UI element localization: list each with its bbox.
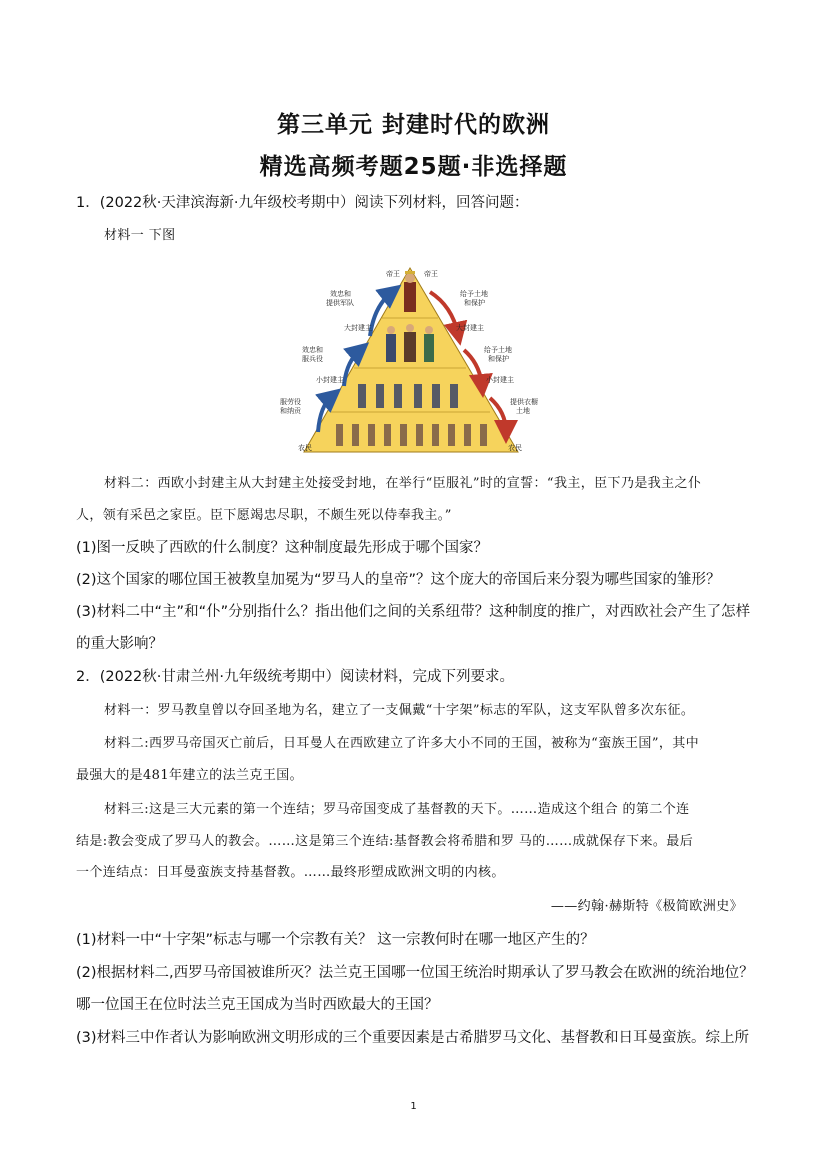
label-peasant-right: 农民 <box>508 444 522 452</box>
label-up2-b: 服兵役 <box>302 355 323 363</box>
label-small-left: 小封建主 <box>316 376 344 384</box>
label-down3-b: 土地 <box>516 407 530 415</box>
q1-subquestion-2: (2)这个国家的哪位国王被教皇加冕为“罗马人的皇帝”？这个庞大的帝国后来分裂为哪些国家的雏形？ <box>76 572 721 588</box>
label-up2-a: 效忠和 <box>302 346 323 354</box>
label-great-right: 大封建主 <box>456 324 484 332</box>
label-down1-a: 给予土地 <box>460 290 488 298</box>
q2-subquestion-3-line-1: (3)材料三中作者认为影响欧洲文明形成的三个重要因素是古希腊罗马文化、基督教和日耳曼蛮族。综上所 <box>76 1030 750 1046</box>
q1-subquestion-1: (1)图一反映了西欧的什么制度？这种制度最先形成于哪个国家？ <box>76 540 489 556</box>
label-up1-a: 效忠和 <box>330 290 351 298</box>
q2-subquestion-1: (1)材料一中“十字架”标志与哪一个宗教有关？ 这一宗教何时在哪一地区产生的？ <box>76 932 595 948</box>
q2-material-3-line-1: 材料三:这是三大元素的第一个连结；罗马帝国变成了基督教的天下。……造成这个组合 的第二个连 <box>104 802 690 817</box>
q1-subquestion-3-line-2: 的重大影响？ <box>76 636 163 652</box>
label-small-right: 小封建主 <box>486 376 514 384</box>
king-figure <box>404 271 416 312</box>
label-up1-b: 提供军队 <box>326 299 354 307</box>
q2-subquestion-2-line-1: (2)根据材料二,西罗马帝国被谁所灭？法兰克王国哪一位国王统治时期承认了罗马教会在欧洲的统治地位？ <box>76 965 754 981</box>
question-1-header: 1．(2022秋·天津滨海新·九年级校考期中）阅读下列材料，回答问题： <box>76 195 529 211</box>
q2-material-2-line-1: 材料二:西罗马帝国灭亡前后，日耳曼人在西欧建立了许多大小不同的王国，被称为“蛮族王国”，其中 <box>104 736 700 751</box>
label-king-left: 帝王 <box>386 270 400 278</box>
label-up3-a: 服劳役 <box>280 398 301 406</box>
question-2-header: 2．(2022秋·甘肃兰州·九年级统考期中）阅读材料，完成下列要求。 <box>76 669 514 685</box>
q2-subquestion-2-line-2: 哪一位国王在位时法兰克王国成为当时西欧最大的王国？ <box>76 997 439 1013</box>
q1-material-2-line-2: 人，领有采邑之家臣。臣下愿竭忠尽职，不颇生死以侍奉我主。” <box>76 508 452 523</box>
page-subtitle: 精选高频考题25题·非选择题 <box>259 154 568 180</box>
unit-title: 第三单元 封建时代的欧洲 <box>276 112 550 138</box>
feudal-pyramid-figure <box>274 266 544 456</box>
label-king-right: 帝王 <box>424 270 438 278</box>
label-great-left: 大封建主 <box>344 324 372 332</box>
label-down2-a: 给予土地 <box>484 346 512 354</box>
label-peasant-left: 农民 <box>298 444 312 452</box>
q2-material-1: 材料一：罗马教皇曾以夺回圣地为名，建立了一支佩戴“十字架”标志的军队，这支军队曾多次东征。 <box>104 703 695 718</box>
q2-material-3-source: ——约翰·赫斯特《极简欧洲史》 <box>550 899 743 914</box>
q2-material-3-line-3: 一个连结点：日耳曼蛮族支持基督教。……最终形塑成欧洲文明的内核。 <box>76 865 505 880</box>
label-up3-b: 和纳贡 <box>280 407 301 415</box>
label-down3-a: 提供衣橱 <box>510 398 538 406</box>
q2-material-3-line-2: 结是:教会变成了罗马人的教会。……这是第三个连结:基督教会将希腊和罗 马的……成就保存下来。最后 <box>76 834 694 849</box>
page-number: 1 <box>410 1101 417 1112</box>
label-down1-b: 和保护 <box>464 299 485 307</box>
great-lord-figures <box>386 324 434 362</box>
q1-subquestion-3-line-1: (3)材料二中“主”和“仆”分别指什么？指出他们之间的关系纽带？这种制度的推广，对西欧社会产生了怎样 <box>76 604 751 620</box>
label-down2-b: 和保护 <box>488 355 509 363</box>
q1-material-2-line-1: 材料二：西欧小封建主从大封建主处接受封地，在举行“臣服礼”时的宣誓：“我主，臣下乃是我主之仆 <box>104 476 702 491</box>
q2-material-2-line-2: 最强大的是481年建立的法兰克王国。 <box>76 768 304 783</box>
q1-material-1-label: 材料一 下图 <box>104 228 176 243</box>
